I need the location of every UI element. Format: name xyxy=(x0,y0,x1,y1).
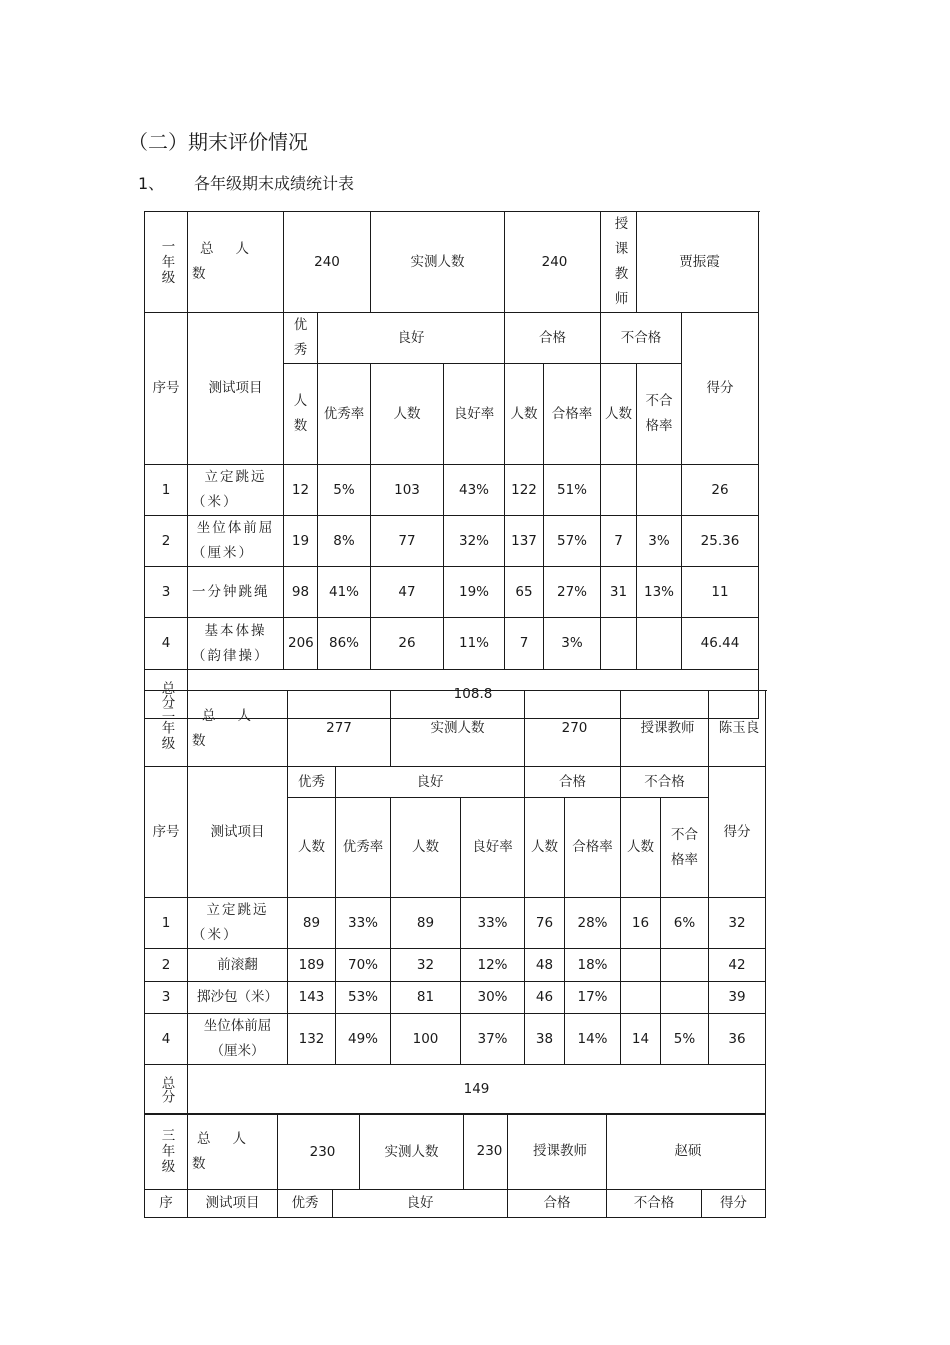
grade-info-row xyxy=(145,1114,766,1190)
row-excellent-rate: 49% xyxy=(336,1014,391,1065)
fail-count-header: 人数 xyxy=(601,364,637,465)
table-row xyxy=(145,898,766,949)
row-pass-rate: 28% xyxy=(565,898,621,949)
test-item-header: 测试项目 xyxy=(188,1190,278,1218)
score-header: 得分 xyxy=(702,1190,766,1218)
row-seq: 4 xyxy=(145,1014,188,1065)
table-row xyxy=(145,516,759,567)
caption-title: 各年级期末成绩统计表 xyxy=(194,174,355,193)
row-good-count: 77 xyxy=(371,516,444,567)
teacher-name: 陈玉良 xyxy=(709,691,766,767)
excellent-rate-header: 优秀率 xyxy=(336,798,391,898)
good-header: 良好 xyxy=(318,313,505,364)
row-item: 立定跳远（米） xyxy=(188,898,288,949)
row-item: 一分钟跳绳 xyxy=(188,567,284,618)
row-pass-rate: 18% xyxy=(565,949,621,982)
row-item: 立定跳远（米） xyxy=(188,465,284,516)
table-row xyxy=(145,567,759,618)
row-pass-count: 65 xyxy=(505,567,544,618)
grade3-table xyxy=(144,1113,766,1218)
row-fail-count: 16 xyxy=(621,898,661,949)
row-excellent-count: 98 xyxy=(284,567,318,618)
total-people-value: 277 xyxy=(288,691,391,767)
row-pass-rate: 17% xyxy=(565,982,621,1014)
row-fail-count xyxy=(621,949,661,982)
row-pass-count: 46 xyxy=(525,982,565,1014)
tested-people-value: 270 xyxy=(525,691,621,767)
row-fail-rate: 13% xyxy=(637,567,682,618)
total-people-value: 240 xyxy=(284,212,371,313)
excellent-header: 优秀 xyxy=(278,1190,333,1218)
row-good-count: 89 xyxy=(391,898,461,949)
category-header-row xyxy=(145,313,759,364)
teacher-name: 贾振霞 xyxy=(637,212,759,313)
fail-header: 不合格 xyxy=(601,313,682,364)
seq-header: 序 xyxy=(145,1190,188,1218)
row-fail-rate xyxy=(637,465,682,516)
row-good-count: 47 xyxy=(371,567,444,618)
row-fail-count xyxy=(601,618,637,670)
excellent-count-header: 人数 xyxy=(288,798,336,898)
total-score-label: 总分 xyxy=(145,670,188,719)
row-good-count: 32 xyxy=(391,949,461,982)
score-header: 得分 xyxy=(709,767,766,898)
row-excellent-count: 19 xyxy=(284,516,318,567)
row-item: 坐位体前屈（厘米） xyxy=(188,1014,288,1065)
row-item: 坐位体前屈（厘米） xyxy=(188,516,284,567)
row-good-count: 81 xyxy=(391,982,461,1014)
row-excellent-count: 12 xyxy=(284,465,318,516)
row-good-rate: 12% xyxy=(461,949,525,982)
table-row xyxy=(145,1014,766,1065)
teacher-name: 赵硕 xyxy=(607,1114,766,1190)
fail-header: 不合格 xyxy=(621,767,709,798)
row-pass-count: 137 xyxy=(505,516,544,567)
row-fail-count xyxy=(621,982,661,1014)
row-seq: 2 xyxy=(145,516,188,567)
row-excellent-rate: 70% xyxy=(336,949,391,982)
total-score-value: 149 xyxy=(188,1065,766,1115)
good-rate-header: 良好率 xyxy=(444,364,505,465)
fail-header: 不合格 xyxy=(607,1190,702,1218)
total-people-label: 总人数 xyxy=(188,1114,278,1190)
row-fail-rate: 6% xyxy=(661,898,709,949)
row-score: 32 xyxy=(709,898,766,949)
tested-people-label: 实测人数 xyxy=(371,212,505,313)
teacher-label: 授课教师 xyxy=(621,691,709,767)
row-good-rate: 11% xyxy=(444,618,505,670)
row-seq: 1 xyxy=(145,465,188,516)
total-people-label: 总人数 xyxy=(188,691,288,767)
row-excellent-rate: 8% xyxy=(318,516,371,567)
row-score: 46.44 xyxy=(682,618,759,670)
row-seq: 4 xyxy=(145,618,188,670)
excellent-rate-header: 优秀率 xyxy=(318,364,371,465)
row-seq: 3 xyxy=(145,982,188,1014)
excellent-header: 优秀 xyxy=(284,313,318,364)
row-good-rate: 30% xyxy=(461,982,525,1014)
row-fail-rate xyxy=(661,949,709,982)
row-excellent-count: 143 xyxy=(288,982,336,1014)
section-heading: （二）期末评价情况 xyxy=(128,130,308,154)
row-pass-rate: 14% xyxy=(565,1014,621,1065)
row-pass-rate: 27% xyxy=(544,567,601,618)
row-pass-count: 48 xyxy=(525,949,565,982)
excellent-count-header: 人数 xyxy=(284,364,318,465)
row-fail-rate: 5% xyxy=(661,1014,709,1065)
row-good-rate: 37% xyxy=(461,1014,525,1065)
score-header: 得分 xyxy=(682,313,759,465)
table-caption xyxy=(138,172,354,196)
row-score: 26 xyxy=(682,465,759,516)
good-count-header: 人数 xyxy=(391,798,461,898)
row-fail-count: 31 xyxy=(601,567,637,618)
total-people-value: 230 xyxy=(278,1115,360,1189)
row-seq: 1 xyxy=(145,898,188,949)
row-pass-rate: 57% xyxy=(544,516,601,567)
grade1-table xyxy=(144,211,759,719)
category-header-row xyxy=(145,767,766,798)
grade-name: 二年级 xyxy=(145,691,188,767)
grade2-table xyxy=(144,690,766,1115)
row-pass-count: 76 xyxy=(525,898,565,949)
grade-name: 一年级 xyxy=(145,212,188,313)
good-rate-header: 良好率 xyxy=(461,798,525,898)
row-seq: 3 xyxy=(145,567,188,618)
row-excellent-count: 89 xyxy=(288,898,336,949)
row-good-rate: 32% xyxy=(444,516,505,567)
total-score-value: 108.8 xyxy=(188,670,759,719)
row-fail-rate xyxy=(661,982,709,1014)
row-excellent-rate: 5% xyxy=(318,465,371,516)
tested-people-value: 230 xyxy=(476,1143,503,1159)
row-score: 42 xyxy=(709,949,766,982)
pass-rate-header: 合格率 xyxy=(544,364,601,465)
pass-header: 合格 xyxy=(525,767,621,798)
row-item: 基本体操（韵律操） xyxy=(188,618,284,670)
row-pass-count: 38 xyxy=(525,1014,565,1065)
excellent-header: 优秀 xyxy=(288,767,336,798)
seq-header: 序号 xyxy=(145,313,188,465)
fail-count-header: 人数 xyxy=(621,798,661,898)
total-score-label: 总分 xyxy=(145,1065,188,1115)
row-fail-rate: 3% xyxy=(637,516,682,567)
good-count-header: 人数 xyxy=(371,364,444,465)
row-excellent-rate: 41% xyxy=(318,567,371,618)
category-header-row xyxy=(145,1190,766,1218)
tested-people-label: 实测人数 xyxy=(391,691,525,767)
row-pass-rate: 3% xyxy=(544,618,601,670)
total-people-label: 总人数 xyxy=(188,212,284,313)
row-score: 39 xyxy=(709,982,766,1014)
row-excellent-rate: 53% xyxy=(336,982,391,1014)
teacher-label: 授课教师 xyxy=(601,212,637,313)
table-row xyxy=(145,982,766,1014)
good-header: 良好 xyxy=(333,1190,508,1218)
row-seq: 2 xyxy=(145,949,188,982)
row-excellent-rate: 33% xyxy=(336,898,391,949)
row-fail-rate xyxy=(637,618,682,670)
row-item: 前滚翻 xyxy=(188,949,288,982)
row-good-rate: 19% xyxy=(444,567,505,618)
row-pass-count: 7 xyxy=(505,618,544,670)
grade3-counts xyxy=(278,1114,508,1190)
tested-people-label: 实测人数 xyxy=(360,1115,464,1189)
pass-header: 合格 xyxy=(508,1190,607,1218)
row-good-count: 26 xyxy=(371,618,444,670)
row-fail-count xyxy=(601,465,637,516)
row-excellent-count: 189 xyxy=(288,949,336,982)
row-pass-rate: 51% xyxy=(544,465,601,516)
row-fail-count: 7 xyxy=(601,516,637,567)
row-excellent-rate: 86% xyxy=(318,618,371,670)
pass-rate-header: 合格率 xyxy=(565,798,621,898)
row-good-rate: 33% xyxy=(461,898,525,949)
good-header: 良好 xyxy=(336,767,525,798)
grade-info-row xyxy=(145,691,766,767)
fail-rate-header: 不合格率 xyxy=(661,798,709,898)
row-item: 掷沙包（米） xyxy=(188,982,288,1014)
row-good-count: 103 xyxy=(371,465,444,516)
test-item-header: 测试项目 xyxy=(188,313,284,465)
pass-count-header: 人数 xyxy=(525,798,565,898)
teacher-label: 授课教师 xyxy=(508,1114,607,1190)
pass-header: 合格 xyxy=(505,313,601,364)
grade-info-row xyxy=(145,212,759,313)
row-fail-count: 14 xyxy=(621,1014,661,1065)
test-item-header: 测试项目 xyxy=(188,767,288,898)
row-score: 11 xyxy=(682,567,759,618)
row-good-count: 100 xyxy=(391,1014,461,1065)
table-row xyxy=(145,618,759,670)
pass-count-header: 人数 xyxy=(505,364,544,465)
row-excellent-count: 206 xyxy=(284,618,318,670)
row-pass-count: 122 xyxy=(505,465,544,516)
grade-name: 三年级 xyxy=(145,1114,188,1190)
tested-people-value: 240 xyxy=(505,212,601,313)
row-excellent-count: 132 xyxy=(288,1014,336,1065)
row-score: 25.36 xyxy=(682,516,759,567)
row-score: 36 xyxy=(709,1014,766,1065)
fail-rate-header: 不合格率 xyxy=(637,364,682,465)
seq-header: 序号 xyxy=(145,767,188,898)
total-score-row xyxy=(145,1065,766,1115)
caption-number: 1、 xyxy=(138,174,165,193)
row-good-rate: 43% xyxy=(444,465,505,516)
table-row xyxy=(145,465,759,516)
table-row xyxy=(145,949,766,982)
